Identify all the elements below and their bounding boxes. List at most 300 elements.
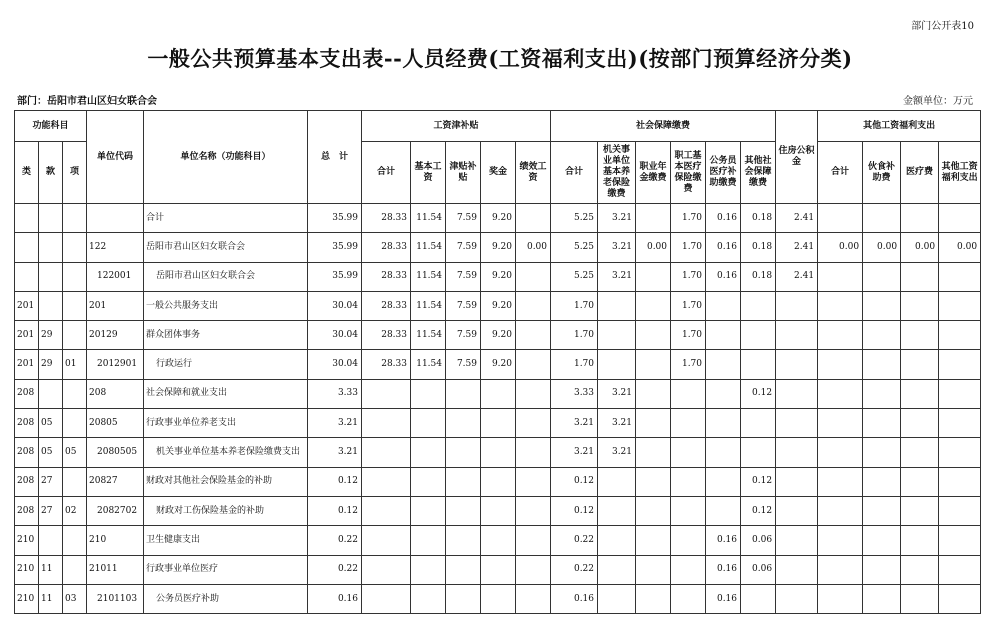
cell-unit-name: 合计 xyxy=(144,204,308,233)
cell-annuity xyxy=(636,555,671,584)
cell-xiang xyxy=(63,291,87,320)
cell-pension: 3.21 xyxy=(598,204,636,233)
cell-xiang xyxy=(63,555,87,584)
cell-basic-wage: 11.54 xyxy=(411,262,446,291)
header-xiang: 项 xyxy=(63,142,87,204)
cell-meal xyxy=(863,555,901,584)
cell-other-wage xyxy=(939,409,981,438)
header-lei: 类 xyxy=(15,142,39,204)
cell-housing xyxy=(776,467,818,496)
cell-kuan: 05 xyxy=(39,409,63,438)
cell-lei: 201 xyxy=(15,321,39,350)
cell-bonus xyxy=(481,379,516,408)
cell-housing xyxy=(776,409,818,438)
cell-civil-medical xyxy=(706,321,741,350)
cell-housing xyxy=(776,350,818,379)
cell-other-social: 0.18 xyxy=(741,204,776,233)
cell-kuan: 11 xyxy=(39,584,63,613)
cell-perf-wage xyxy=(516,321,551,350)
cell-medical: 1.70 xyxy=(671,321,706,350)
cell-social-total: 5.25 xyxy=(551,233,598,262)
cell-meal xyxy=(863,204,901,233)
cell-meal xyxy=(863,379,901,408)
cell-kuan xyxy=(39,291,63,320)
cell-lei: 208 xyxy=(15,467,39,496)
header-pension: 机关事业单位基本养老保险缴费 xyxy=(598,142,636,204)
cell-medical xyxy=(671,409,706,438)
cell-basic-wage xyxy=(411,438,446,467)
cell-medical-fee xyxy=(901,204,939,233)
cell-unit-code: 208 xyxy=(87,379,144,408)
cell-xiang xyxy=(63,204,87,233)
cell-unit-name: 机关事业单位基本养老保险缴费支出 xyxy=(144,438,308,467)
cell-bonus: 9.20 xyxy=(481,204,516,233)
header-annuity: 职业年金缴费 xyxy=(636,142,671,204)
cell-xiang: 02 xyxy=(63,496,87,525)
cell-housing xyxy=(776,584,818,613)
cell-unit-name: 财政对工伤保险基金的补助 xyxy=(144,496,308,525)
table-row xyxy=(15,321,981,350)
cell-other-total xyxy=(818,467,863,496)
cell-other-total xyxy=(818,204,863,233)
table-row xyxy=(15,204,981,233)
cell-bonus xyxy=(481,584,516,613)
cell-bonus: 9.20 xyxy=(481,262,516,291)
cell-lei xyxy=(15,204,39,233)
cell-medical: 1.70 xyxy=(671,233,706,262)
cell-perf-wage xyxy=(516,438,551,467)
cell-allowance xyxy=(446,379,481,408)
cell-civil-medical: 0.16 xyxy=(706,584,741,613)
header-wage-total: 合计 xyxy=(362,142,411,204)
cell-lei: 210 xyxy=(15,584,39,613)
cell-medical-fee xyxy=(901,409,939,438)
cell-other-social xyxy=(741,321,776,350)
cell-meal xyxy=(863,262,901,291)
cell-social-total: 0.22 xyxy=(551,526,598,555)
cell-unit-name: 岳阳市君山区妇女联合会 xyxy=(144,262,308,291)
cell-other-total xyxy=(818,409,863,438)
cell-pension xyxy=(598,526,636,555)
cell-meal xyxy=(863,291,901,320)
cell-other-social: 0.06 xyxy=(741,555,776,584)
cell-housing xyxy=(776,526,818,555)
page-title: 一般公共预算基本支出表--人员经费(工资福利支出)(按部门预算经济分类) xyxy=(147,46,853,71)
cell-bonus xyxy=(481,467,516,496)
cell-allowance xyxy=(446,555,481,584)
cell-pension: 3.21 xyxy=(598,438,636,467)
cell-annuity xyxy=(636,584,671,613)
cell-lei: 208 xyxy=(15,409,39,438)
cell-meal xyxy=(863,526,901,555)
cell-other-total xyxy=(818,496,863,525)
cell-annuity xyxy=(636,350,671,379)
cell-medical-fee xyxy=(901,262,939,291)
cell-housing xyxy=(776,321,818,350)
cell-pension xyxy=(598,350,636,379)
cell-total: 30.04 xyxy=(308,291,362,320)
cell-housing: 2.41 xyxy=(776,262,818,291)
cell-total: 30.04 xyxy=(308,350,362,379)
cell-social-total: 1.70 xyxy=(551,291,598,320)
cell-perf-wage: 0.00 xyxy=(516,233,551,262)
cell-unit-code: 2080505 xyxy=(87,438,144,467)
cell-total: 0.16 xyxy=(308,584,362,613)
cell-unit-code: 20827 xyxy=(87,467,144,496)
cell-meal xyxy=(863,438,901,467)
cell-kuan xyxy=(39,526,63,555)
cell-medical: 1.70 xyxy=(671,204,706,233)
cell-annuity xyxy=(636,204,671,233)
cell-kuan: 29 xyxy=(39,321,63,350)
cell-other-total xyxy=(818,584,863,613)
cell-other-social xyxy=(741,584,776,613)
cell-allowance xyxy=(446,496,481,525)
cell-unit-code: 201 xyxy=(87,291,144,320)
header-medical-fee: 医疗费 xyxy=(901,142,939,204)
header-other-total: 合计 xyxy=(818,142,863,204)
cell-other-social xyxy=(741,438,776,467)
cell-perf-wage xyxy=(516,350,551,379)
cell-xiang xyxy=(63,409,87,438)
amount-unit-label: 金额单位：万元 xyxy=(903,96,973,107)
header-other-social: 其他社会保障缴费 xyxy=(741,142,776,204)
cell-wage-total xyxy=(362,409,411,438)
cell-medical-fee xyxy=(901,350,939,379)
cell-annuity: 0.00 xyxy=(636,233,671,262)
cell-other-total xyxy=(818,555,863,584)
cell-bonus xyxy=(481,409,516,438)
cell-unit-code: 2012901 xyxy=(87,350,144,379)
cell-allowance xyxy=(446,467,481,496)
cell-perf-wage xyxy=(516,496,551,525)
cell-other-wage xyxy=(939,350,981,379)
cell-perf-wage xyxy=(516,262,551,291)
cell-other-wage xyxy=(939,467,981,496)
cell-other-total xyxy=(818,291,863,320)
cell-medical xyxy=(671,438,706,467)
cell-civil-medical xyxy=(706,350,741,379)
cell-medical-fee: 0.00 xyxy=(901,233,939,262)
header-other-wage: 其他工资福利支出 xyxy=(939,142,981,204)
cell-other-social: 0.12 xyxy=(741,379,776,408)
table-row xyxy=(15,233,981,262)
cell-total: 0.22 xyxy=(308,526,362,555)
cell-kuan xyxy=(39,233,63,262)
cell-medical-fee xyxy=(901,496,939,525)
cell-perf-wage xyxy=(516,291,551,320)
header-kuan: 款 xyxy=(39,142,63,204)
cell-other-social: 0.18 xyxy=(741,262,776,291)
cell-medical xyxy=(671,467,706,496)
cell-lei: 208 xyxy=(15,379,39,408)
cell-housing xyxy=(776,379,818,408)
cell-total: 0.12 xyxy=(308,467,362,496)
cell-civil-medical: 0.16 xyxy=(706,555,741,584)
cell-civil-medical xyxy=(706,496,741,525)
header-unit-code: 单位代码 xyxy=(87,111,144,204)
table-row xyxy=(15,555,981,584)
cell-other-social: 0.06 xyxy=(741,526,776,555)
cell-unit-code: 2101103 xyxy=(87,584,144,613)
cell-other-total xyxy=(818,526,863,555)
cell-total: 0.12 xyxy=(308,496,362,525)
cell-bonus xyxy=(481,496,516,525)
cell-basic-wage: 11.54 xyxy=(411,233,446,262)
cell-allowance: 7.59 xyxy=(446,204,481,233)
cell-other-wage xyxy=(939,379,981,408)
cell-other-total xyxy=(818,262,863,291)
cell-total: 0.22 xyxy=(308,555,362,584)
cell-other-social: 0.12 xyxy=(741,496,776,525)
cell-total: 3.21 xyxy=(308,438,362,467)
cell-unit-code: 122 xyxy=(87,233,144,262)
cell-meal xyxy=(863,350,901,379)
cell-lei: 210 xyxy=(15,526,39,555)
cell-pension: 3.21 xyxy=(598,409,636,438)
cell-pension xyxy=(598,584,636,613)
cell-other-social: 0.18 xyxy=(741,233,776,262)
table-row xyxy=(15,496,981,525)
cell-allowance xyxy=(446,584,481,613)
header-func-subject: 功能科目 xyxy=(15,111,87,142)
cell-unit-name: 社会保障和就业支出 xyxy=(144,379,308,408)
header-total: 总 计 xyxy=(308,111,362,204)
cell-medical-fee xyxy=(901,584,939,613)
cell-social-total: 1.70 xyxy=(551,350,598,379)
cell-civil-medical: 0.16 xyxy=(706,526,741,555)
table-row xyxy=(15,379,981,408)
cell-lei xyxy=(15,262,39,291)
cell-annuity xyxy=(636,438,671,467)
department-label: 部门：岳阳市君山区妇女联合会 xyxy=(17,96,157,107)
cell-other-total: 0.00 xyxy=(818,233,863,262)
header-meal: 伙食补助费 xyxy=(863,142,901,204)
header-wage-group: 工资津补贴 xyxy=(362,111,551,142)
cell-wage-total: 28.33 xyxy=(362,291,411,320)
cell-civil-medical: 0.16 xyxy=(706,262,741,291)
header-medical: 职工基本医疗保险缴费 xyxy=(671,142,706,204)
cell-xiang: 05 xyxy=(63,438,87,467)
cell-wage-total: 28.33 xyxy=(362,321,411,350)
cell-kuan xyxy=(39,204,63,233)
cell-pension xyxy=(598,555,636,584)
cell-allowance xyxy=(446,526,481,555)
cell-unit-code: 20129 xyxy=(87,321,144,350)
cell-lei: 201 xyxy=(15,291,39,320)
cell-pension: 3.21 xyxy=(598,233,636,262)
cell-allowance: 7.59 xyxy=(446,233,481,262)
cell-basic-wage xyxy=(411,467,446,496)
cell-medical xyxy=(671,526,706,555)
table-row xyxy=(15,409,981,438)
cell-annuity xyxy=(636,291,671,320)
cell-perf-wage xyxy=(516,526,551,555)
cell-unit-name: 岳阳市君山区妇女联合会 xyxy=(144,233,308,262)
cell-unit-name: 群众团体事务 xyxy=(144,321,308,350)
cell-xiang xyxy=(63,321,87,350)
header-bonus: 奖金 xyxy=(481,142,516,204)
cell-bonus: 9.20 xyxy=(481,233,516,262)
cell-other-total xyxy=(818,379,863,408)
cell-basic-wage xyxy=(411,584,446,613)
table-row xyxy=(15,262,981,291)
cell-medical: 1.70 xyxy=(671,291,706,320)
cell-wage-total: 28.33 xyxy=(362,233,411,262)
cell-other-total xyxy=(818,350,863,379)
cell-wage-total xyxy=(362,467,411,496)
cell-social-total: 3.21 xyxy=(551,438,598,467)
header-civil-medical: 公务员医疗补助缴费 xyxy=(706,142,741,204)
cell-other-total xyxy=(818,321,863,350)
cell-medical-fee xyxy=(901,438,939,467)
cell-medical xyxy=(671,379,706,408)
table-row xyxy=(15,350,981,379)
cell-social-total: 0.16 xyxy=(551,584,598,613)
cell-allowance: 7.59 xyxy=(446,321,481,350)
cell-other-wage xyxy=(939,555,981,584)
cell-other-wage xyxy=(939,526,981,555)
cell-bonus: 9.20 xyxy=(481,350,516,379)
cell-perf-wage xyxy=(516,467,551,496)
cell-social-total: 5.25 xyxy=(551,204,598,233)
header-social-total: 合计 xyxy=(551,142,598,204)
cell-civil-medical xyxy=(706,467,741,496)
cell-medical-fee xyxy=(901,379,939,408)
table-row xyxy=(15,438,981,467)
cell-unit-code: 210 xyxy=(87,526,144,555)
cell-basic-wage: 11.54 xyxy=(411,204,446,233)
cell-basic-wage xyxy=(411,496,446,525)
cell-medical: 1.70 xyxy=(671,262,706,291)
cell-total: 35.99 xyxy=(308,262,362,291)
cell-allowance: 7.59 xyxy=(446,262,481,291)
cell-pension xyxy=(598,496,636,525)
cell-annuity xyxy=(636,526,671,555)
cell-allowance xyxy=(446,409,481,438)
cell-basic-wage xyxy=(411,555,446,584)
cell-housing xyxy=(776,496,818,525)
cell-other-wage xyxy=(939,438,981,467)
cell-pension xyxy=(598,321,636,350)
budget-table xyxy=(14,110,981,614)
cell-unit-code: 2082702 xyxy=(87,496,144,525)
cell-annuity xyxy=(636,379,671,408)
cell-perf-wage xyxy=(516,204,551,233)
cell-perf-wage xyxy=(516,584,551,613)
cell-meal xyxy=(863,467,901,496)
cell-total: 35.99 xyxy=(308,204,362,233)
cell-lei: 201 xyxy=(15,350,39,379)
cell-other-wage: 0.00 xyxy=(939,233,981,262)
cell-total: 3.21 xyxy=(308,409,362,438)
cell-other-social: 0.12 xyxy=(741,467,776,496)
cell-xiang: 03 xyxy=(63,584,87,613)
header-social-group: 社会保障缴费 xyxy=(551,111,776,142)
cell-wage-total xyxy=(362,584,411,613)
cell-unit-name: 一般公共服务支出 xyxy=(144,291,308,320)
cell-allowance: 7.59 xyxy=(446,350,481,379)
cell-annuity xyxy=(636,467,671,496)
cell-civil-medical xyxy=(706,379,741,408)
cell-lei: 208 xyxy=(15,496,39,525)
cell-kuan: 05 xyxy=(39,438,63,467)
cell-medical-fee xyxy=(901,291,939,320)
cell-meal xyxy=(863,409,901,438)
cell-wage-total: 28.33 xyxy=(362,204,411,233)
cell-medical: 1.70 xyxy=(671,350,706,379)
cell-annuity xyxy=(636,496,671,525)
cell-social-total: 5.25 xyxy=(551,262,598,291)
cell-basic-wage xyxy=(411,409,446,438)
cell-unit-name: 行政运行 xyxy=(144,350,308,379)
cell-civil-medical xyxy=(706,409,741,438)
cell-lei xyxy=(15,233,39,262)
cell-wage-total: 28.33 xyxy=(362,262,411,291)
cell-meal: 0.00 xyxy=(863,233,901,262)
cell-total: 35.99 xyxy=(308,233,362,262)
cell-social-total: 0.22 xyxy=(551,555,598,584)
cell-kuan: 27 xyxy=(39,496,63,525)
cell-unit-name: 卫生健康支出 xyxy=(144,526,308,555)
cell-bonus: 9.20 xyxy=(481,321,516,350)
cell-unit-name: 公务员医疗补助 xyxy=(144,584,308,613)
cell-other-wage xyxy=(939,204,981,233)
cell-wage-total xyxy=(362,438,411,467)
cell-unit-code: 20805 xyxy=(87,409,144,438)
cell-wage-total xyxy=(362,379,411,408)
cell-lei: 208 xyxy=(15,438,39,467)
cell-social-total: 3.33 xyxy=(551,379,598,408)
cell-medical xyxy=(671,555,706,584)
header-unit-name: 单位名称（功能科目） xyxy=(144,111,308,204)
cell-xiang xyxy=(63,379,87,408)
cell-bonus xyxy=(481,526,516,555)
cell-meal xyxy=(863,496,901,525)
header-other-group: 其他工资福利支出 xyxy=(818,111,981,142)
cell-kuan: 29 xyxy=(39,350,63,379)
cell-medical xyxy=(671,496,706,525)
cell-social-total: 3.21 xyxy=(551,409,598,438)
cell-unit-code: 122001 xyxy=(87,262,144,291)
cell-allowance: 7.59 xyxy=(446,291,481,320)
cell-wage-total xyxy=(362,496,411,525)
cell-civil-medical xyxy=(706,438,741,467)
cell-bonus xyxy=(481,555,516,584)
cell-civil-medical: 0.16 xyxy=(706,233,741,262)
cell-basic-wage xyxy=(411,379,446,408)
cell-pension xyxy=(598,291,636,320)
cell-housing xyxy=(776,555,818,584)
cell-perf-wage xyxy=(516,555,551,584)
cell-kuan xyxy=(39,379,63,408)
cell-other-social xyxy=(741,350,776,379)
header-allowance: 津贴补贴 xyxy=(446,142,481,204)
cell-annuity xyxy=(636,409,671,438)
cell-other-wage xyxy=(939,291,981,320)
cell-unit-code xyxy=(87,204,144,233)
cell-housing: 2.41 xyxy=(776,233,818,262)
cell-medical xyxy=(671,584,706,613)
cell-unit-name: 财政对其他社会保险基金的补助 xyxy=(144,467,308,496)
cell-xiang xyxy=(63,262,87,291)
cell-annuity xyxy=(636,262,671,291)
table-row xyxy=(15,584,981,613)
cell-medical-fee xyxy=(901,526,939,555)
cell-medical-fee xyxy=(901,555,939,584)
cell-kuan xyxy=(39,262,63,291)
header-basic-wage: 基本工资 xyxy=(411,142,446,204)
